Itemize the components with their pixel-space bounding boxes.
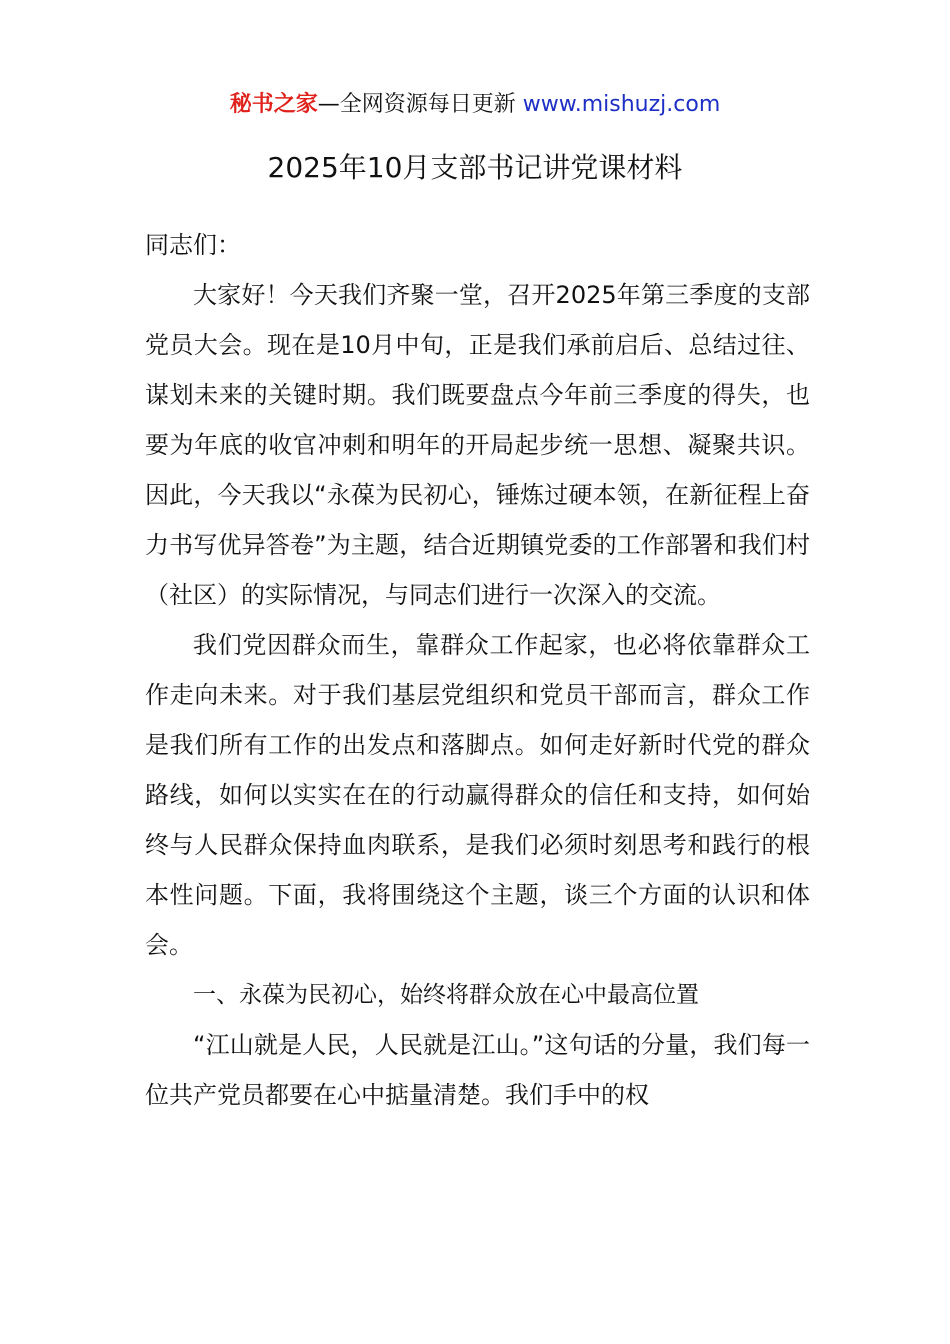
salutation: 同志们： [145,231,241,259]
document-body [145,220,810,1120]
site-name: 秘书之家 [229,92,318,117]
site-tagline: —全网资源每日更新 [317,92,523,117]
document-title: 2025年10月支部书记讲党课材料 [267,151,683,184]
section-heading: 一、永葆为民初心，始终将群众放在心中最高位置 [193,982,699,1008]
paragraph: 我们党因群众而生，靠群众工作起家，也必将依靠群众工作走向未来。对于我们基层党组织和党员干部而言，群众工作是我们所有工作的出发点和落脚点。如何走好新时代党的群众路线，如何以实实在在的行动赢得群众的信任和支持，如何始终与人民群众保持血肉联系，是我们必须时刻思考和践行的根本性问题。下面，我将围绕这个主题，谈三个方面的认识和体会。 [145,631,810,959]
section-paragraph: “江山就是人民，人民就是江山。”这句话的分量，我们每一位共产党员都要在心中掂量清楚。我们手中的权 [145,1031,810,1109]
site-url-link[interactable]: www.mishuzj.com [522,92,721,117]
paragraph: 大家好！今天我们齐聚一堂，召开2025年第三季度的支部党员大会。现在是10月中旬，正是我们承前启后、总结过往、谋划未来的关键时期。我们既要盘点今年前三季度的得失，也要为年底的收官冲刺和明年的开局起步统一思想、凝聚共识。因此，今天我以“永葆为民初心，锤炼过硬本领，在新征程上奋力书写优异答卷”为主题，结合近期镇党委的工作部署和我们村（社区）的实际情况，与同志们进行一次深入的交流。 [145,281,810,609]
site-header [0,90,950,120]
